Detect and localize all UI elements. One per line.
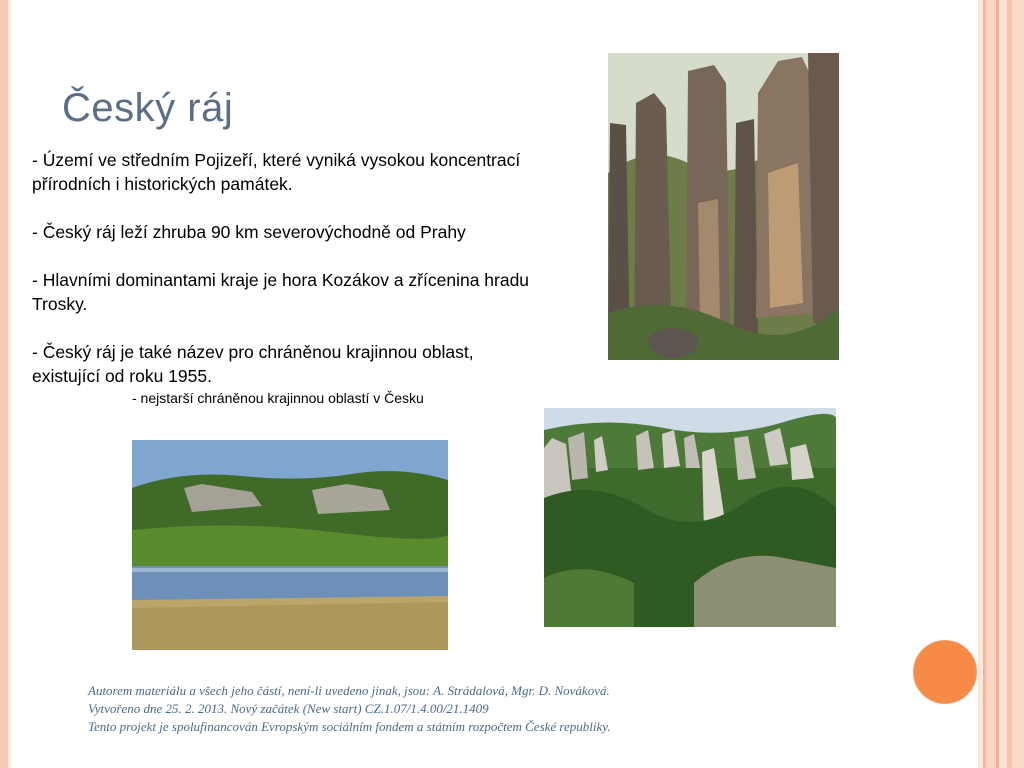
footer-credits bbox=[88, 682, 611, 736]
rock-towers-photo bbox=[608, 53, 839, 360]
footer-line: Autorem materiálu a všech jeho částí, není-li uvedeno jinak, jsou: A. Strádalová, Mgr. D. Nováková. bbox=[88, 683, 610, 698]
slide-title: Český ráj bbox=[62, 86, 234, 130]
bullet-item: - Území ve středním Pojizeří, které vyniká vysokou koncentrací přírodních i historických památek. bbox=[32, 150, 521, 194]
bullet-item: - Hlavními dominantami kraje je hora Kozákov a zřícenina hradu Trosky. bbox=[32, 270, 530, 314]
footer-line: Vytvořeno dne 25. 2. 2013. Nový začátek (New start) CZ.1.07/1.4.00/21.1409 bbox=[88, 701, 489, 716]
sub-bullet: - nejstarší chráněnou krajinnou oblastí v Česku bbox=[132, 390, 424, 406]
forest-rocks-photo bbox=[544, 408, 836, 627]
right-stripes bbox=[978, 0, 1024, 768]
footer-line: Tento projekt je spolufinancován Evropským sociálním fondem a státním rozpočtem České republiky. bbox=[88, 719, 611, 734]
left-border-line bbox=[8, 0, 10, 768]
bullet-list bbox=[32, 148, 542, 412]
bullet-item: - Český ráj leží zhruba 90 km severovýchodně od Prahy bbox=[32, 222, 466, 242]
bullet-item: - Český ráj je také název pro chráněnou krajinnou oblast, existující od roku 1955. bbox=[32, 342, 474, 386]
lake-photo bbox=[132, 440, 448, 650]
decorative-circle bbox=[913, 640, 977, 704]
left-border bbox=[0, 0, 8, 768]
